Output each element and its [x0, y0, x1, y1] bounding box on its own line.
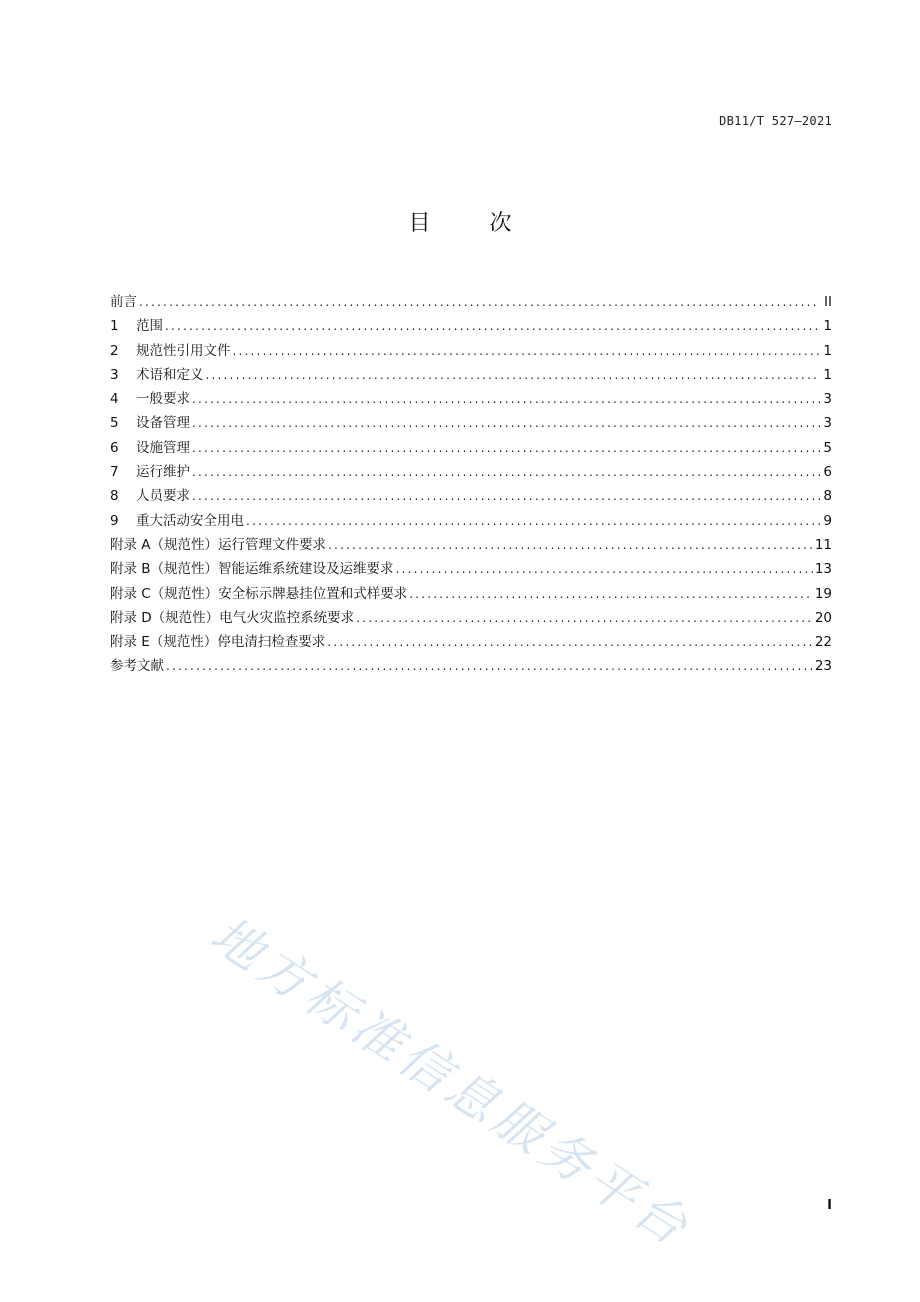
toc-entry-label: 设施管理: [136, 439, 190, 456]
toc-leader-dots: [328, 533, 813, 557]
toc-entry-appendix-d[interactable]: [110, 606, 832, 630]
toc-leader-dots: [192, 387, 820, 411]
toc-entry-label: 附录 D（规范性）电气火灾监控系统要求: [110, 609, 355, 626]
toc-entry-label: 附录 B（规范性）智能运维系统建设及运维要求: [110, 561, 394, 578]
toc-title: 目 次: [408, 211, 538, 236]
toc-entry-foreword[interactable]: [110, 290, 832, 314]
toc-leader-dots: [192, 460, 820, 484]
toc-entry-references[interactable]: [110, 654, 832, 678]
toc-entry-8[interactable]: [110, 484, 832, 508]
toc-entry-3[interactable]: [110, 363, 832, 387]
toc-leader-dots: [409, 582, 813, 606]
toc-entry-label: 一般要求: [136, 391, 190, 408]
toc-entry-label: 范围: [136, 318, 163, 335]
toc-entry-page: 8: [823, 488, 832, 505]
toc-entry-label: 设备管理: [136, 415, 190, 432]
toc-entry-number: 9: [110, 512, 119, 529]
toc-entry-page: 3: [823, 391, 832, 408]
toc-entry-label: 参考文献: [110, 658, 164, 675]
toc-leader-dots: [192, 411, 820, 435]
toc-entry-appendix-b[interactable]: [110, 557, 832, 581]
toc-entry-number: 3: [110, 366, 119, 383]
toc-entry-1[interactable]: [110, 314, 832, 338]
toc-leader-dots: [356, 606, 813, 630]
toc-entry-label: 规范性引用文件: [136, 342, 231, 359]
toc-entry-number: 6: [110, 439, 119, 456]
toc-entry-number: 1: [110, 318, 119, 335]
page-number: I: [827, 1198, 832, 1213]
toc-entry-page: 1: [823, 342, 832, 359]
toc-entry-appendix-e[interactable]: [110, 630, 832, 654]
toc-leader-dots: [192, 484, 820, 508]
toc-entry-page: 19: [814, 585, 832, 602]
toc-leader-dots: [166, 654, 813, 678]
toc-list: [110, 290, 832, 679]
watermark: 地方标准信息服务平台: [200, 905, 702, 1259]
toc-leader-dots: [206, 363, 821, 387]
toc-entry-label: 附录 C（规范性）安全标示牌悬挂位置和式样要求: [110, 585, 408, 602]
toc-entry-label: 人员要求: [136, 488, 190, 505]
toc-entry-number: 2: [110, 342, 119, 359]
toc-entry-label: 术语和定义: [136, 366, 204, 383]
toc-leader-dots: [139, 290, 820, 314]
toc-entry-page: 1: [823, 366, 832, 383]
toc-leader-dots: [233, 339, 821, 363]
toc-entry-number: 8: [110, 488, 119, 505]
toc-entry-label: 附录 E（规范性）停电清扫检查要求: [110, 634, 326, 651]
toc-entry-6[interactable]: [110, 436, 832, 460]
toc-entry-label: 重大活动安全用电: [136, 512, 244, 529]
toc-entry-number: 4: [110, 391, 119, 408]
toc-entry-9[interactable]: [110, 509, 832, 533]
toc-entry-7[interactable]: [110, 460, 832, 484]
toc-entry-page: 3: [823, 415, 832, 432]
toc-leader-dots: [246, 509, 820, 533]
toc-entry-label: 运行维护: [136, 464, 190, 481]
toc-leader-dots: [327, 630, 812, 654]
toc-entry-label: 前言: [110, 294, 137, 310]
toc-entry-page: 23: [814, 658, 832, 675]
toc-entry-page: 22: [814, 634, 832, 651]
toc-entry-number: 5: [110, 415, 119, 432]
toc-entry-label: 附录 A（规范性）运行管理文件要求: [110, 536, 327, 553]
toc-entry-5[interactable]: [110, 411, 832, 435]
toc-entry-number: 7: [110, 464, 119, 481]
document-code: DB11/T 527—2021: [719, 114, 832, 128]
toc-entry-page: 20: [814, 609, 832, 626]
toc-leader-dots: [165, 314, 820, 338]
toc-leader-dots: [192, 436, 820, 460]
toc-entry-appendix-c[interactable]: [110, 582, 832, 606]
toc-entry-4[interactable]: [110, 387, 832, 411]
toc-entry-page: 9: [823, 512, 832, 529]
toc-entry-page: 5: [823, 439, 832, 456]
toc-entry-page: 6: [823, 464, 832, 481]
toc-leader-dots: [396, 557, 813, 581]
toc-entry-page: II: [824, 294, 832, 310]
toc-entry-page: 1: [823, 318, 832, 335]
toc-entry-appendix-a[interactable]: [110, 533, 832, 557]
toc-entry-page: 13: [814, 561, 832, 578]
toc-entry-page: 11: [814, 536, 832, 553]
toc-entry-2[interactable]: [110, 339, 832, 363]
